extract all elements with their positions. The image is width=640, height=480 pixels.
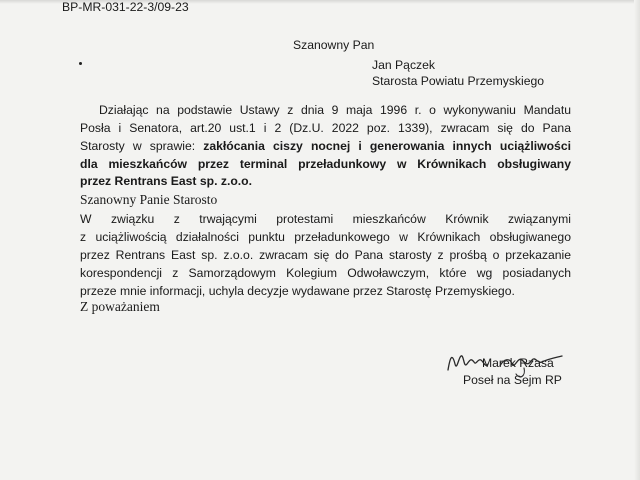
intro-line-1: Działając na podstawie Ustawy z dnia 9 maja 1996 r. o wykonywaniu Mandatu	[99, 103, 571, 117]
closing: Z poważaniem	[80, 299, 160, 314]
signatory-name: Marek Rzasa	[482, 356, 554, 370]
addressee-salutation: Szanowny Pan	[293, 38, 375, 52]
greeting: Szanowny Panie Starosto	[80, 192, 218, 207]
scan-edge-right	[634, 0, 640, 480]
intro-line-3-regular: Starosty w sprawie:	[80, 139, 204, 153]
addressee-name: Jan Pączek	[372, 58, 436, 72]
body-line-5: przeze mnie informacji, uchyla decyzje wydawane przez Starostę Przemyskiego.	[80, 284, 515, 298]
intro-line-3	[80, 137, 571, 155]
bullet-mark	[79, 62, 82, 65]
reference-number: BP-MR-031-22-3/09-23	[62, 0, 189, 14]
body-line-3: przez Rentrans East sp. z.o.o. zwracam się do Pana starosty z prośbą o przekazanie	[80, 248, 571, 262]
intro-line-2: Posła i Senatora, art.20 ust.1 i 2 (Dz.U. 2022 poz. 1339), zwracam się do Pana	[80, 121, 571, 135]
intro-line-3-bold: zakłócania ciszy nocnej i generowania innych uciążliwości	[203, 139, 571, 153]
handwritten-signature	[440, 344, 570, 384]
intro-bold-line-2: przez Rentrans East sp. z.o.o.	[80, 174, 253, 188]
body-line-2: z uciążliwością działalności punktu przeładunkowego w Krównikach obsługiwanego	[80, 230, 571, 244]
body-line-4: korespondencji z Samorządowym Kolegium Odwoławczym, które wg posiadanych	[80, 266, 571, 280]
addressee-title: Starosta Powiatu Przemyskiego	[372, 74, 545, 88]
intro-bold-line-1: dla mieszkańców przez terminal przeładunkowy w Krównikach obsługiwany	[80, 157, 571, 171]
signatory-title: Poseł na Sejm RP	[463, 373, 562, 387]
body-line-1: W związku z trwającymi protestami mieszkańców Krównik związanymi	[80, 212, 571, 226]
